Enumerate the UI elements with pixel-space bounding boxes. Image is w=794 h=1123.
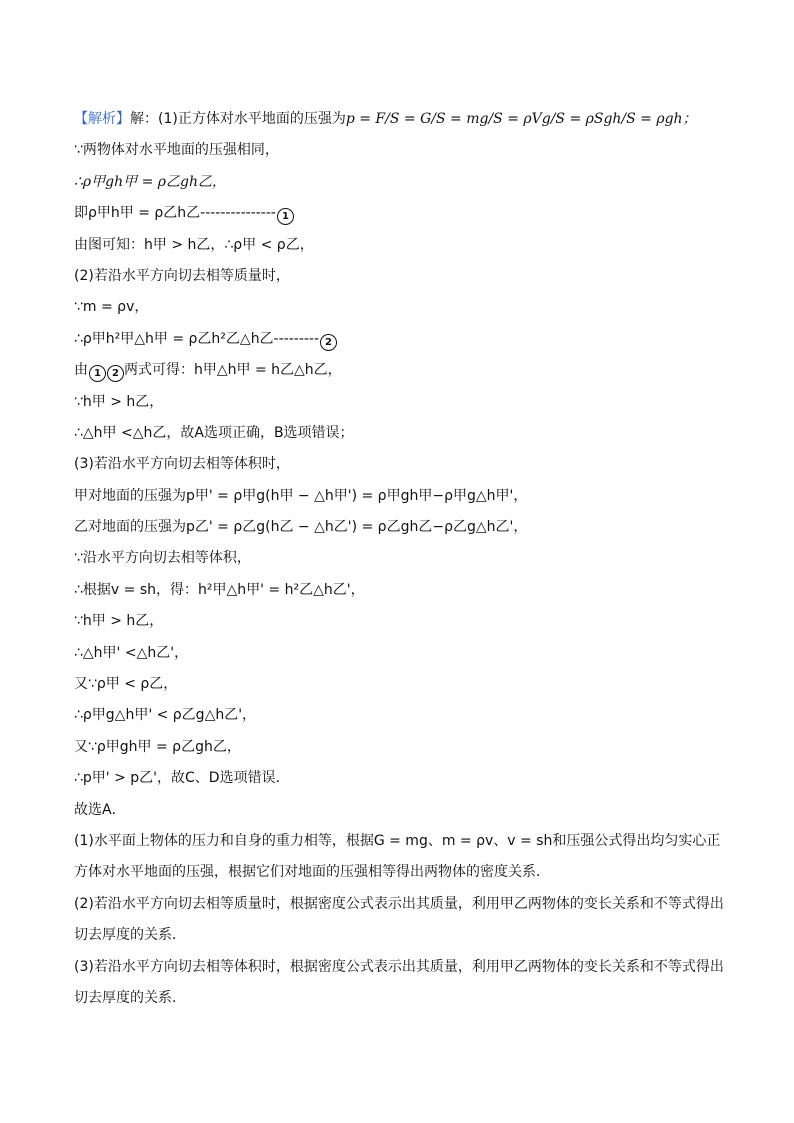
- line-23: 故选A．: [74, 801, 126, 818]
- line-13: 甲对地面的压强为p甲' = ρ甲g(h甲 − △h甲') = ρ甲gh甲−ρ甲g△h甲'，: [74, 487, 528, 504]
- line-20: ∴ρ甲g△h甲' < ρ乙g△h乙'，: [74, 707, 257, 724]
- line-12: (3)若沿水平方向切去相等体积时，: [74, 456, 290, 473]
- line-19: 又∵ρ甲 < ρ乙，: [74, 676, 178, 693]
- line-6: (2)若沿水平方向切去相等质量时，: [74, 267, 290, 284]
- line-1: [74, 104, 724, 135]
- line-18: ∴△h甲' <△h乙'，: [74, 644, 189, 661]
- line-3: ∴ρ甲gh甲 = ρ乙gh乙，: [74, 173, 226, 190]
- circle-mark-1: 1: [277, 208, 294, 225]
- line-2: ∵两物体对水平地面的压强相同，: [74, 142, 279, 159]
- line-9-prefix: 由: [74, 362, 88, 379]
- summary-paragraph-3: (3)若沿水平方向切去相等体积时，根据密度公式表示出其质量，利用甲乙两物体的变长关系和不等式得出切去厚度的关系．: [74, 958, 724, 1007]
- circle-mark-1-ref: 1: [89, 365, 106, 382]
- analysis-tag: 【解析】: [74, 111, 130, 127]
- line-5: 由图可知：h甲 > h乙，∴ρ甲 < ρ乙，: [74, 236, 314, 253]
- summary-paragraph-1: (1)水平面上物体的压力和自身的重力相等，根据G = mg、m = ρv、v = sh和压强公式得出均匀实心正方体对水平地面的压强，根据它们对地面的压强相等得出两物体的密度关系．: [74, 832, 721, 881]
- solution-body: [74, 104, 724, 1014]
- line-22: ∴p甲' > p乙'，故C、D选项错误．: [74, 770, 290, 787]
- line-8-text: ∴ρ甲h²甲△h甲 = ρ乙h²乙△h乙---------: [74, 330, 320, 347]
- line-16: ∴根据v = sh，得：h²甲△h甲' = h²乙△h乙'，: [74, 581, 365, 598]
- line-10: ∵h甲 > h乙，: [74, 393, 164, 410]
- line-1-text: 解：(1)正方体对水平地面的压强为: [130, 111, 346, 127]
- line-4: [74, 198, 724, 229]
- line-11: ∴△h甲 <△h乙，故A选项正确，B选项错误；: [74, 424, 354, 441]
- line-4-text: 即ρ甲h甲 = ρ乙h乙---------------: [74, 205, 276, 222]
- circle-mark-2-ref: 2: [107, 365, 124, 382]
- line-21: 又∵ρ甲gh甲 = ρ乙gh乙，: [74, 738, 241, 755]
- line-14: 乙对地面的压强为p乙' = ρ乙g(h乙 − △h乙') = ρ乙gh乙−ρ乙g△h乙'，: [74, 519, 528, 536]
- line-8: [74, 324, 724, 355]
- pressure-formula: p = F/S = G/S = mg/S = ρVg/S = ρSgh/S = ρgh；: [345, 111, 697, 127]
- line-15: ∵沿水平方向切去相等体积，: [74, 550, 251, 567]
- summary-paragraph-2: (2)若沿水平方向切去相等质量时，根据密度公式表示出其质量，利用甲乙两物体的变长关系和不等式得出切去厚度的关系．: [74, 895, 724, 944]
- line-9-text: 两式可得：h甲△h甲 = h乙△h乙，: [124, 362, 342, 379]
- line-17: ∵h甲 > h乙，: [74, 613, 164, 630]
- line-7: ∵m = ρv，: [74, 299, 149, 316]
- line-9: [74, 355, 724, 386]
- circle-mark-2: 2: [320, 334, 337, 351]
